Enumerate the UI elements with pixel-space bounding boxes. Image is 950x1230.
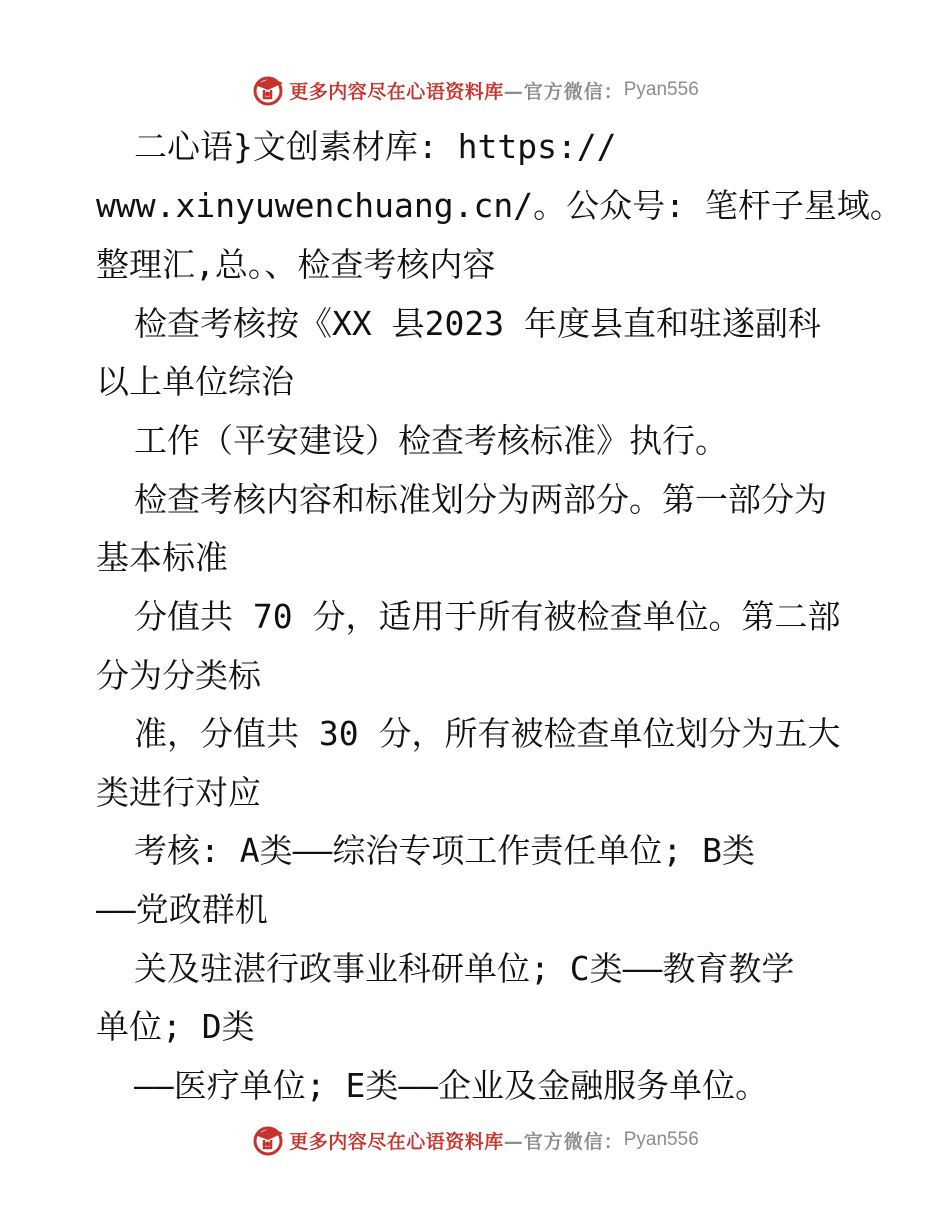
doc-line-1: 二心语}文创素材库: https:// — [134, 127, 617, 166]
doc-line-14: ——党政群机 — [96, 890, 268, 929]
footer-watermark-banner — [0, 1120, 950, 1160]
doc-line-9: 分值共 70 分，适用于所有被检查单位。第二部 — [134, 597, 841, 636]
doc-line-13: 考核: A类——综治专项工作责任单位; B类 — [134, 831, 755, 870]
doc-line-10: 分为分类标 — [96, 656, 261, 695]
doc-line-5: 以上单位综治 — [96, 362, 294, 401]
footer-banner-sub-text: —官方微信： — [503, 1130, 624, 1153]
doc-line-6: 工作（平安建设）检查考核标准》执行。 — [134, 421, 728, 460]
footer-banner-main-text: 更多内容尽在心语资料库 — [289, 1130, 504, 1153]
mortar-board-emblem-icon — [251, 1123, 285, 1157]
doc-line-11: 准，分值共 30 分，所有被检查单位划分为五大 — [134, 714, 841, 753]
doc-line-8: 基本标准 — [96, 538, 228, 577]
doc-line-4: 检查考核按《XX 县2023 年度县直和驻遂副科 — [134, 304, 821, 343]
doc-line-12: 类进行对应 — [96, 773, 261, 812]
header-banner-wechat-id: Pyan556 — [623, 79, 699, 100]
doc-line-15: 关及驻湛行政事业科研单位; C类——教育教学 — [134, 949, 795, 988]
doc-line-2: www.xinyuwenchuang.cn/。公众号: 笔杆子星域。 — [96, 186, 903, 225]
doc-line-17: ——医疗单位; E类——企业及金融服务单位。 — [134, 1066, 769, 1105]
doc-line-16: 单位; D类 — [96, 1007, 255, 1046]
header-banner-sub-text: —官方微信： — [503, 80, 624, 103]
header-banner-main-text: 更多内容尽在心语资料库 — [289, 80, 504, 103]
doc-line-7: 检查考核内容和标准划分为两部分。第一部分为 — [134, 480, 827, 519]
footer-banner-wechat-id: Pyan556 — [623, 1129, 699, 1150]
doc-line-3: 整理汇,总。、检查考核内容 — [96, 245, 496, 284]
